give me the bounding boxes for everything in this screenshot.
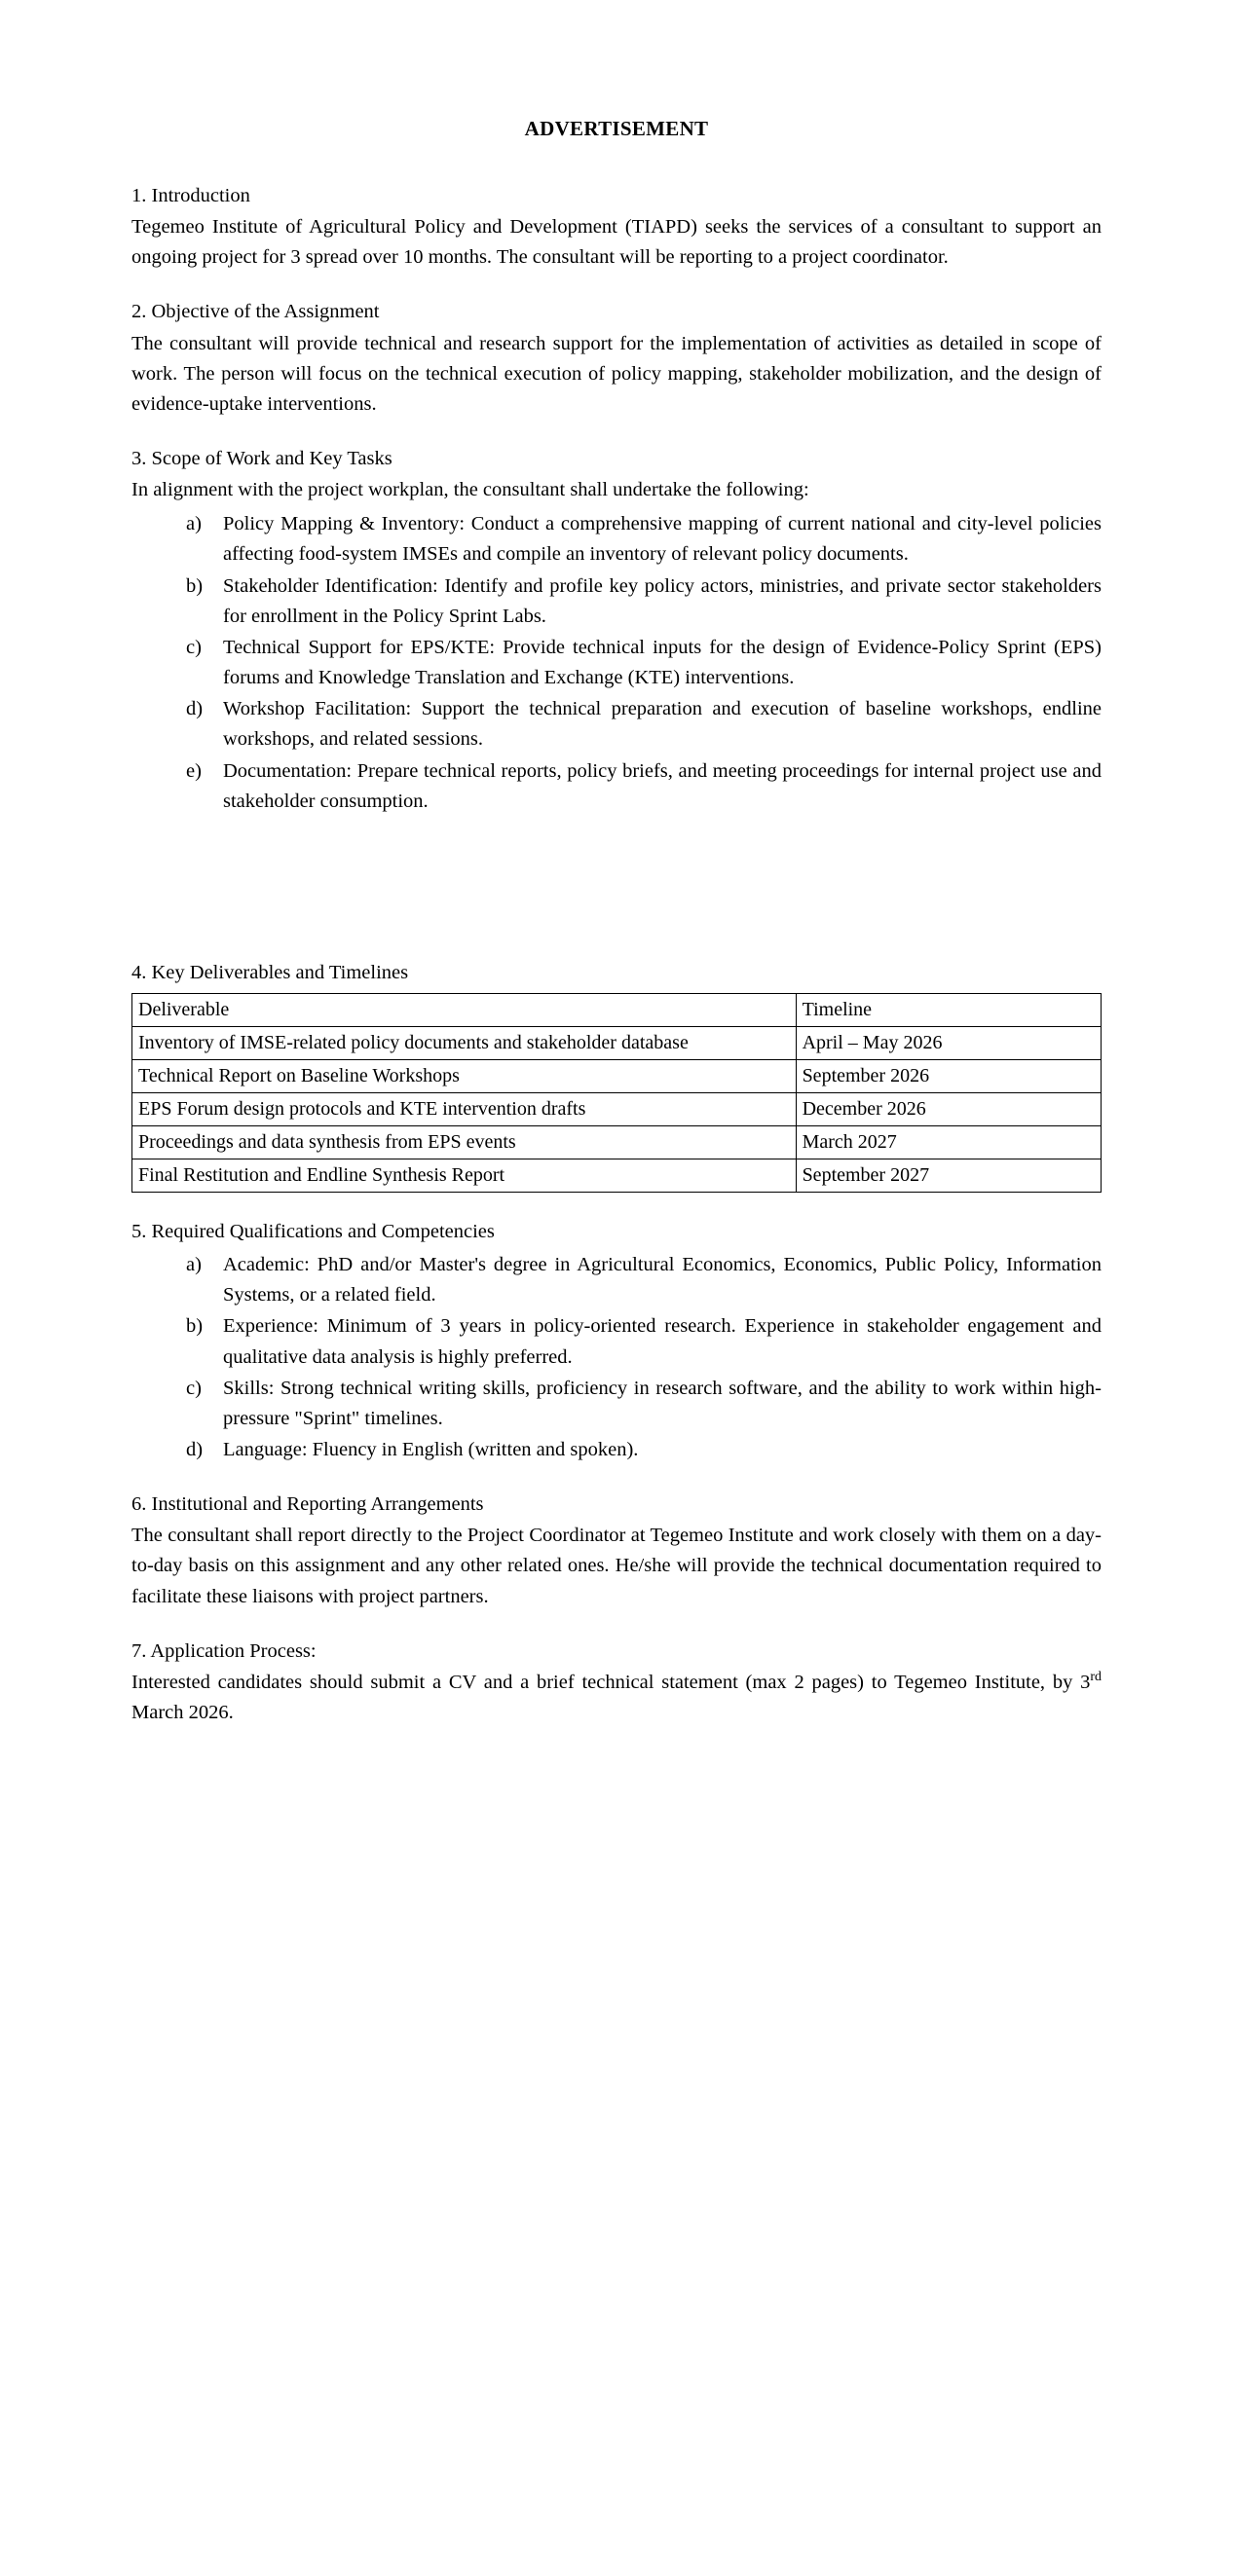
list-item-text: Documentation: Prepare technical reports, policy briefs, and meeting proceedings for internal project use and stakeholder consumption. — [223, 759, 1102, 812]
list-item-text: Workshop Facilitation: Support the technical preparation and execution of baseline workshops, endline workshops, and related sessions. — [223, 698, 1102, 751]
page-title: ADVERTISEMENT — [524, 117, 709, 140]
list-item — [186, 1435, 1102, 1465]
table-header-deliverable: Deliverable — [132, 993, 797, 1026]
list-marker: e) — [186, 759, 202, 782]
table-cell-deliverable: EPS Forum design protocols and KTE intervention drafts — [132, 1092, 797, 1125]
section-heading-scope-of-work: 3. Scope of Work and Key Tasks — [131, 448, 392, 469]
qualifications-list — [131, 1250, 1102, 1465]
section-body-introduction: Tegemeo Institute of Agricultural Policy and Development (TIAPD) seeks the services of a consultant to support an ongoing project for 3 spread over 10 months. The consultant will be reporting to a project coordinator. — [131, 216, 1102, 269]
table-cell-deliverable: Final Restitution and Endline Synthesis Report — [132, 1159, 797, 1192]
table-row — [132, 1026, 1102, 1059]
table-header-row — [132, 993, 1102, 1026]
list-marker: a) — [186, 513, 202, 535]
application-date-ordinal: rd — [1090, 1670, 1102, 1684]
table-row — [132, 1159, 1102, 1192]
list-item-text: Policy Mapping & Inventory: Conduct a comprehensive mapping of current national and city-level policies affecting food-system IMSEs and compile an inventory of relevant policy documents. — [223, 513, 1102, 566]
table-row — [132, 1125, 1102, 1159]
list-item-text: Stakeholder Identification: Identify and profile key policy actors, ministries, and private sector stakeholders for enrollment in the Policy Sprint Labs. — [223, 574, 1102, 627]
list-item-text: Technical Support for EPS/KTE: Provide technical inputs for the design of Evidence-Policy Sprint (EPS) forums and Knowledge Translation and Exchange (KTE) interventions. — [223, 636, 1102, 689]
list-item-text: Language: Fluency in English (written and spoken). — [223, 1438, 639, 1460]
section-body-application-process — [131, 1668, 1102, 1728]
list-item — [186, 694, 1102, 754]
table-header-timeline: Timeline — [796, 993, 1101, 1026]
list-item — [186, 633, 1102, 693]
list-marker: a) — [186, 1254, 202, 1276]
application-text-part2: March 2026. — [131, 1701, 234, 1723]
scope-of-work-list — [131, 509, 1102, 817]
section-heading-qualifications: 5. Required Qualifications and Competencies — [131, 1220, 495, 1242]
list-item — [186, 1250, 1102, 1310]
application-text-part1: Interested candidates should submit a CV and a brief technical statement (max 2 pages) to Tegemeo Institute, by 3 — [131, 1671, 1091, 1693]
table-cell-timeline: March 2027 — [796, 1125, 1101, 1159]
table-cell-timeline: September 2027 — [796, 1159, 1101, 1192]
section-body-scope-of-work: In alignment with the project workplan, the consultant shall undertake the following: — [131, 479, 809, 501]
table-row — [132, 1092, 1102, 1125]
section-qualifications — [131, 1218, 1102, 1465]
table-cell-deliverable: Inventory of IMSE-related policy documents and stakeholder database — [132, 1026, 797, 1059]
list-item — [186, 1311, 1102, 1372]
list-marker: b) — [186, 574, 204, 597]
list-marker: b) — [186, 1315, 204, 1338]
page-gap — [131, 842, 1102, 959]
list-item-text: Experience: Minimum of 3 years in policy-oriented research. Experience in stakeholder engagement and qualitative data analysis is highly preferred. — [223, 1315, 1102, 1368]
table-cell-deliverable: Technical Report on Baseline Workshops — [132, 1059, 797, 1092]
list-item — [186, 571, 1102, 632]
section-scope-of-work — [131, 445, 1102, 817]
list-marker: d) — [186, 1438, 204, 1460]
deliverables-table — [131, 993, 1102, 1193]
list-marker: d) — [186, 698, 204, 720]
list-item-text: Skills: Strong technical writing skills, proficiency in research software, and the ability to work within high-pressure "Sprint" timelines. — [223, 1377, 1102, 1429]
section-heading-deliverables: 4. Key Deliverables and Timelines — [131, 961, 409, 983]
section-body-institutional-arrangements: The consultant shall report directly to the Project Coordinator at Tegemeo Institute and work closely with them on a day-to-day basis on this assignment and any other related ones. He/she will provide the technical documentation required to facilitate these liaisons with project partners. — [131, 1525, 1102, 1607]
section-application-process — [131, 1638, 1102, 1728]
table-cell-timeline: April – May 2026 — [796, 1026, 1101, 1059]
list-item — [186, 1374, 1102, 1434]
section-introduction — [131, 182, 1102, 273]
table-row — [132, 1059, 1102, 1092]
section-deliverables — [131, 959, 1102, 1193]
section-institutional-arrangements — [131, 1490, 1102, 1612]
section-heading-objective: 2. Objective of the Assignment — [131, 301, 380, 323]
list-item — [186, 756, 1102, 817]
section-body-objective: The consultant will provide technical and research support for the implementation of activities as detailed in scope of work. The person will focus on the technical execution of policy mapping, stakeholder mobilization, and the design of evidence-uptake interventions. — [131, 332, 1102, 415]
table-cell-deliverable: Proceedings and data synthesis from EPS events — [132, 1125, 797, 1159]
list-marker: c) — [186, 1377, 202, 1399]
list-marker: c) — [186, 636, 202, 658]
section-heading-institutional-arrangements: 6. Institutional and Reporting Arrangements — [131, 1493, 484, 1516]
section-objective — [131, 298, 1102, 420]
list-item-text: Academic: PhD and/or Master's degree in Agricultural Economics, Economics, Public Policy, Information Systems, or a related field. — [223, 1254, 1102, 1306]
table-cell-timeline: December 2026 — [796, 1092, 1101, 1125]
list-item — [186, 509, 1102, 570]
table-cell-timeline: September 2026 — [796, 1059, 1101, 1092]
section-heading-application-process: 7. Application Process: — [131, 1639, 317, 1662]
section-heading-introduction: 1. Introduction — [131, 185, 250, 206]
